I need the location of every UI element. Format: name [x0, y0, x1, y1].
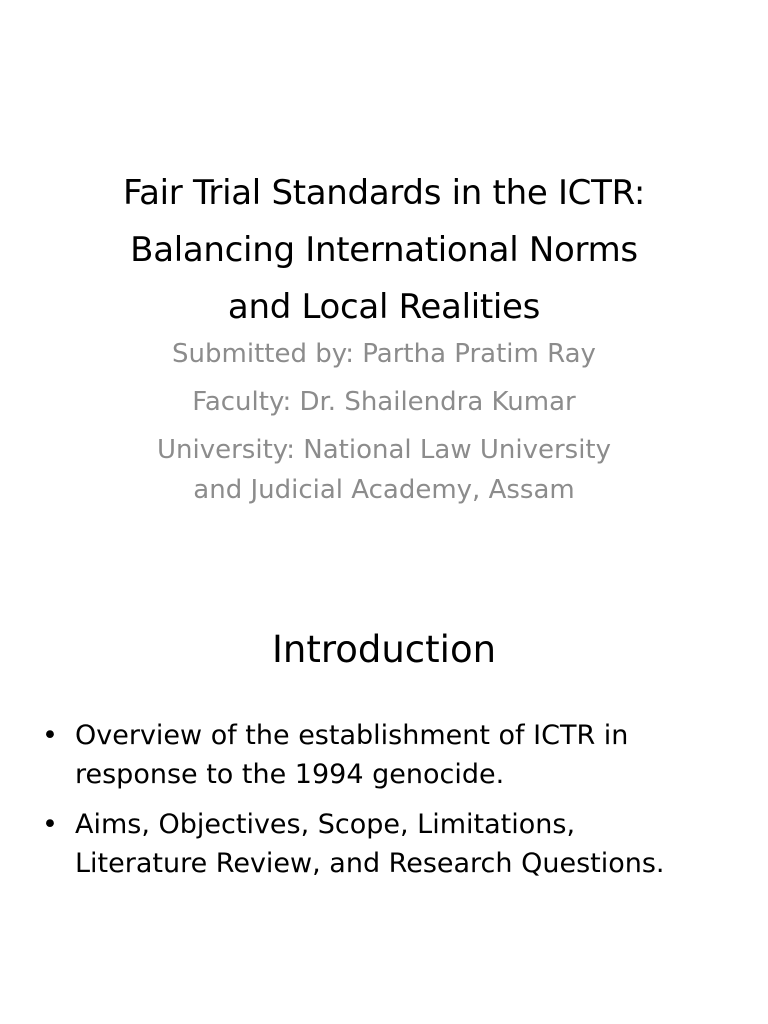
title-line: and Local Realities [227, 287, 541, 327]
bullet-line: response to the 1994 genocide. [75, 759, 505, 790]
bullet-line: Overview of the establishment of ICTR in [75, 720, 629, 751]
submitted-by: Submitted by: Partha Pratim Ray [172, 339, 596, 369]
faculty: Faculty: Dr. Shailendra Kumar [192, 387, 576, 417]
presentation-title [40, 165, 728, 336]
subtitle-block [60, 334, 708, 518]
bullet-item [40, 805, 740, 883]
university-line: University: National Law University [157, 435, 611, 465]
bullet-line: Literature Review, and Research Questions. [75, 848, 665, 879]
title-line: Balancing International Norms [130, 230, 638, 270]
slide-heading: Introduction [271, 628, 497, 671]
introduction-slide [0, 576, 768, 1024]
university-line: and Judicial Academy, Assam [193, 475, 575, 505]
bullet-line: Aims, Objectives, Scope, Limitations, [75, 809, 576, 840]
bullet-marker: • [42, 720, 58, 751]
bullet-item [40, 716, 740, 794]
bullet-list [40, 716, 740, 894]
university [60, 430, 708, 510]
title-line: Fair Trial Standards in the ICTR: [122, 173, 646, 213]
bullet-marker: • [42, 809, 58, 840]
